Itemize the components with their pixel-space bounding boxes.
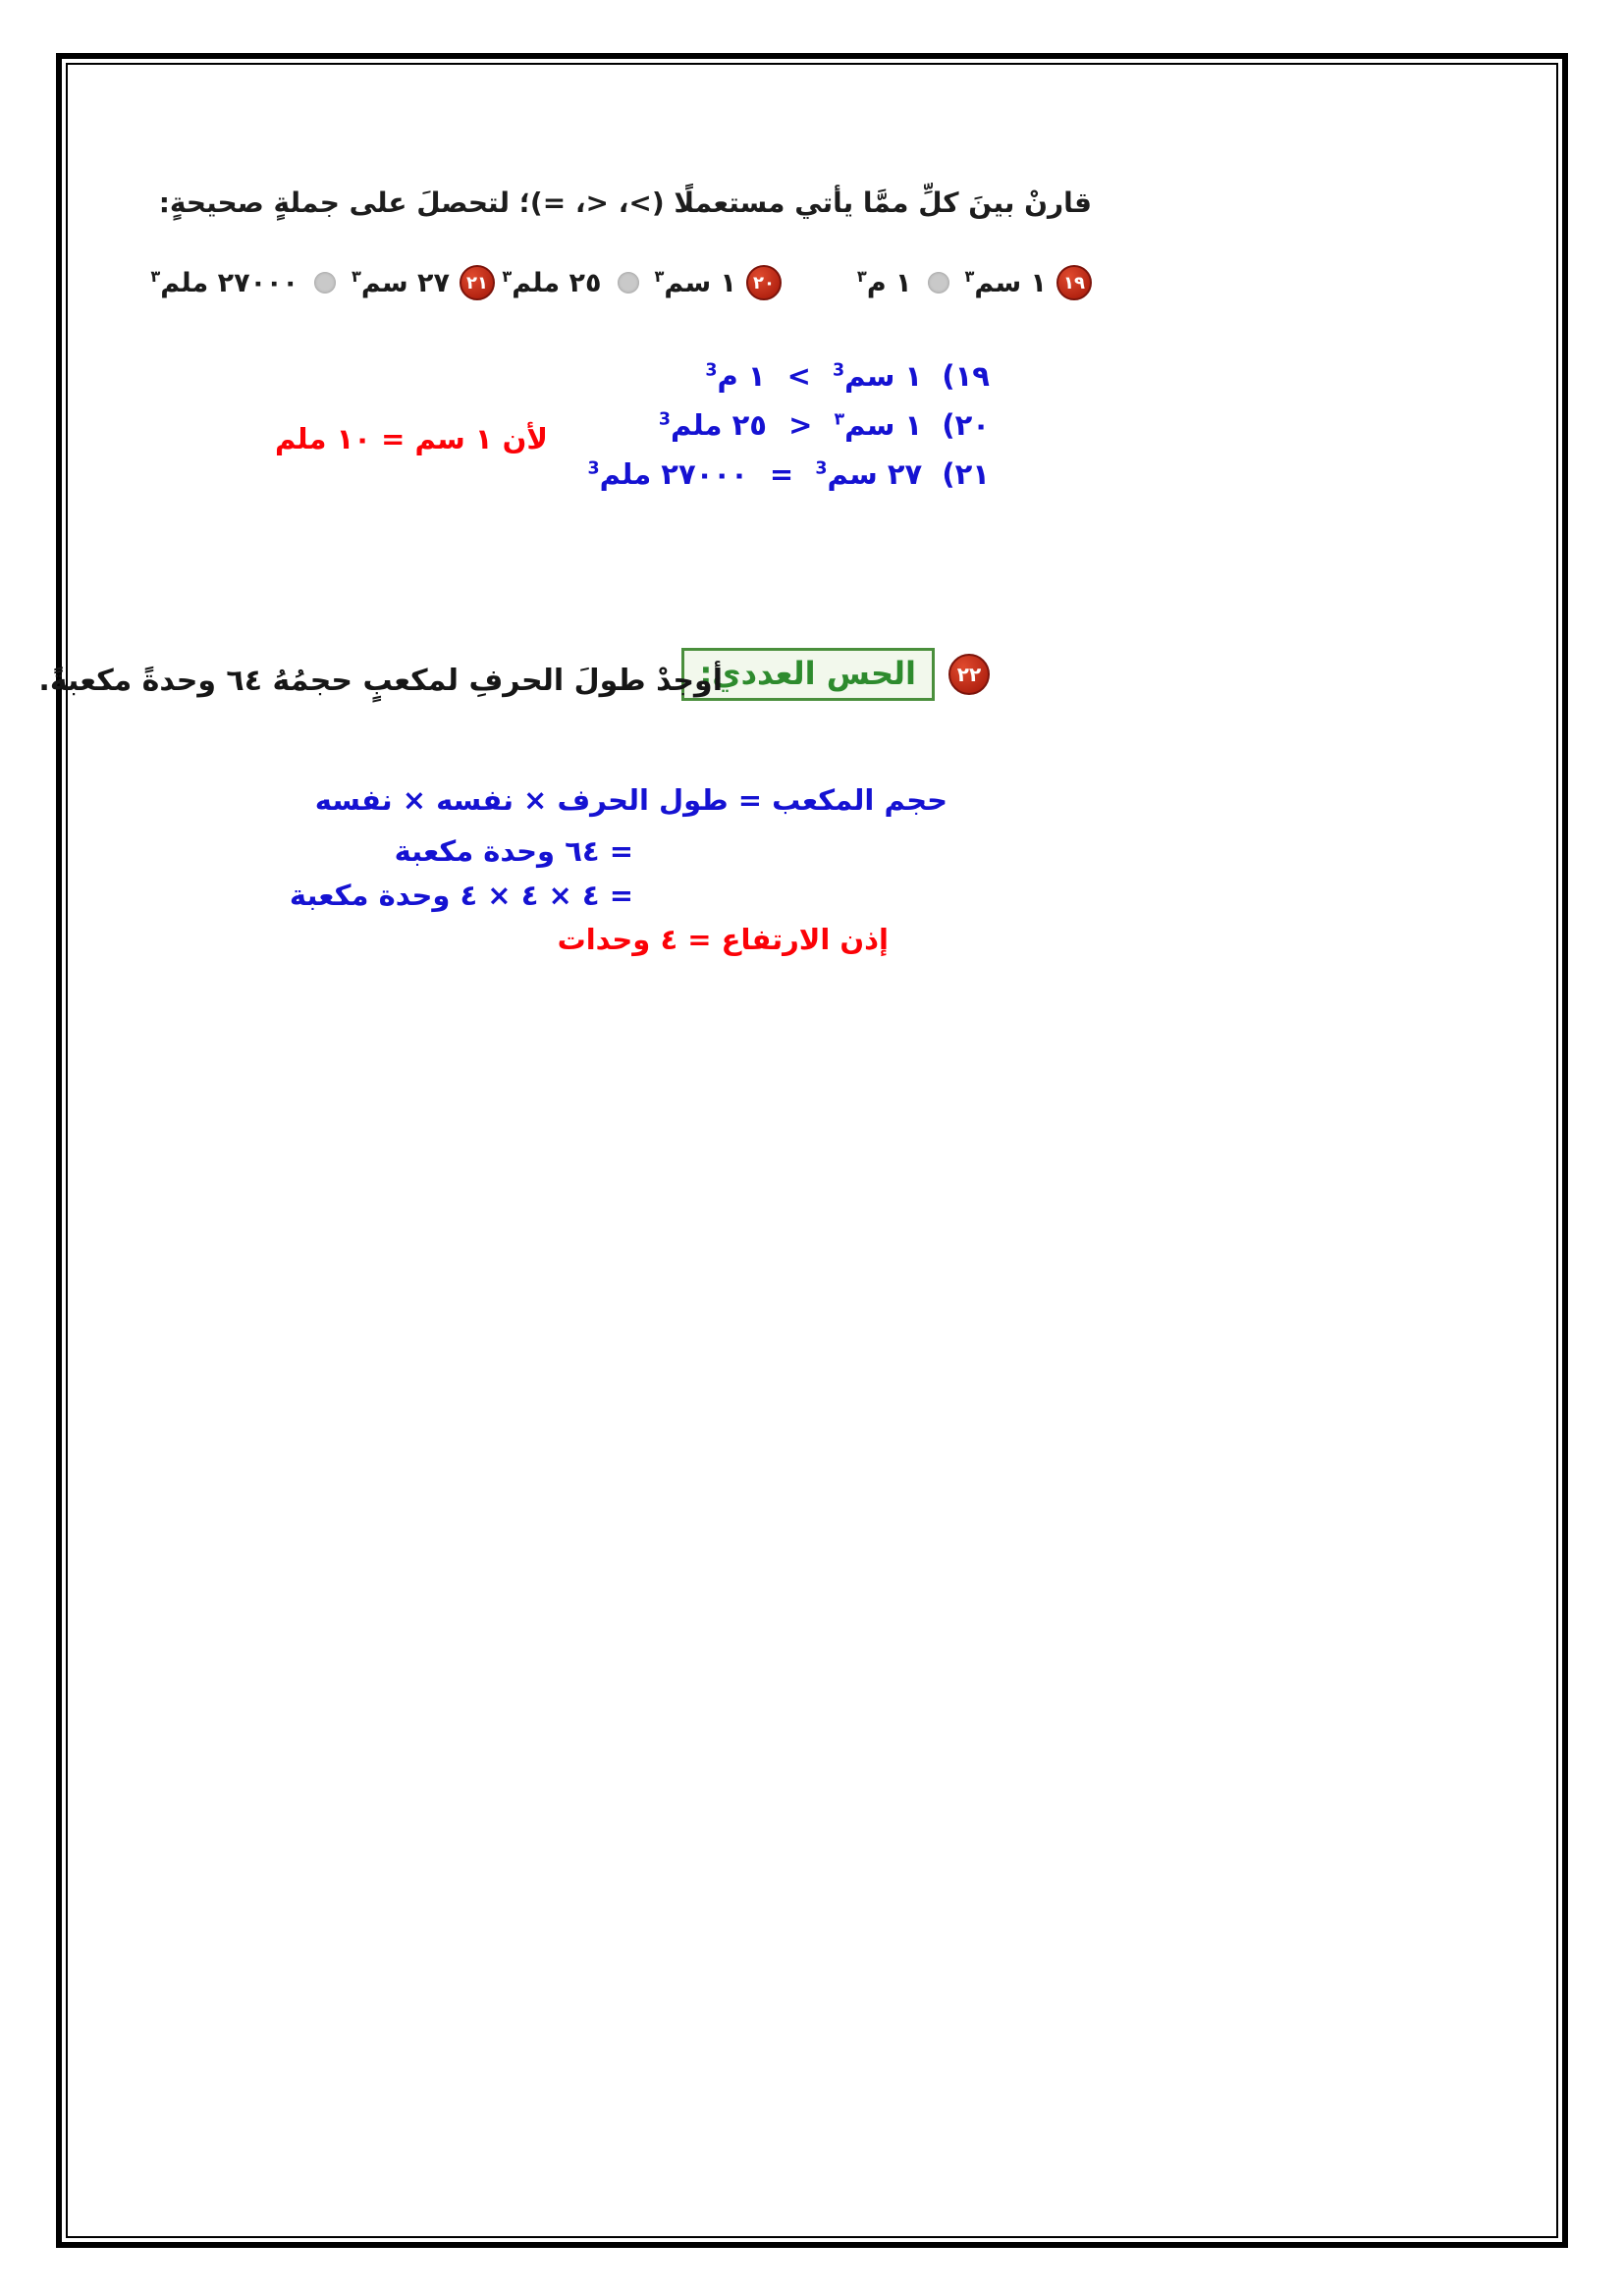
problem-20-first-quantity: ١ سم$^٣$ [654,267,736,298]
problem-21-number-badge: ٢١ [460,265,495,300]
conclusion-line: إذن الارتفاع = ٤ وحدات [557,923,889,956]
problem-19-number-badge: ١٩ [1056,265,1092,300]
compare-instruction: قارنْ بينَ كلِّ ممَّا يأتي مستعملًا (>، <، =)؛ لتحصلَ على جملةٍ صحيحةٍ: [158,187,1092,219]
answer-21-first: ٢٧ سم$^3$ [815,457,923,491]
answer-20-note: لأن ١ سم = ١٠ ملم [274,422,548,455]
answer-19-operator: < [786,359,811,393]
answer-21-operator: = [769,457,794,491]
problem-21-second-quantity: ٢٧٠٠٠ ملم$^٣$ [150,267,299,298]
cubed-superscript: 3 [587,458,600,479]
cubed-superscript: ٣ [834,409,845,430]
cubed-superscript: 3 [833,360,845,381]
answer-20-operator: > [788,408,813,442]
cubed-superscript: 3 [705,360,718,381]
cubed-superscript: ٣ [502,267,513,286]
cubed-superscript: ٣ [654,267,665,286]
comparison-placeholder-circle [928,272,949,294]
problem-21-first-quantity: ٢٧ سم$^٣$ [352,267,450,298]
answer-19-second: ١ م$^3$ [705,359,766,393]
answer-line-20 [659,408,990,442]
answer-19-label: ١٩) [942,359,990,393]
problem-20 [502,265,782,300]
answer-20-second: ٢٥ ملم$^3$ [658,408,767,442]
problem-22-prompt: أوجدْ طولَ الحرفِ لمكعبٍ حجمُهُ ٦٤ وحدةً مكعبةً. [38,664,723,698]
cubed-superscript: ٣ [856,267,867,286]
answer-21-label: ٢١) [942,457,990,491]
cubed-superscript: ٣ [964,267,975,286]
answers-block [588,359,990,491]
problem-19 [857,265,1092,300]
number-sense-label: الحس العددي: [699,655,916,692]
answer-20-first: ١ سم$^٣$ [834,408,923,442]
comparison-placeholder-circle [618,272,639,294]
comparison-placeholder-circle [314,272,336,294]
answer-21-second: ٢٧٠٠٠ ملم$^3$ [587,457,748,491]
problem-22-number-badge: ٢٢ [948,654,990,695]
problem-19-second-quantity: ١ م$^٣$ [856,267,912,298]
problem-19-first-quantity: ١ سم$^٣$ [964,267,1047,298]
solution-line-1: حجم المكعب = طول الحرف × نفسه × نفسه [314,783,947,817]
problem-20-number-badge: ٢٠ [746,265,782,300]
cubed-superscript: ٣ [150,267,161,286]
cubed-superscript: 3 [658,409,671,430]
answer-19-first: ١ سم$^3$ [833,359,923,393]
answer-line-21 [588,457,990,491]
answer-20-label: ٢٠) [942,408,990,442]
cubed-superscript: 3 [815,458,828,479]
answer-line-19 [705,359,990,393]
solution-line-2: = ٦٤ وحدة مكعبة [394,834,633,868]
problem-21 [150,265,495,300]
solution-line-3: = ٤ × ٤ × ٤ وحدة مكعبة [289,879,633,912]
cubed-superscript: ٣ [352,267,361,286]
problem-20-second-quantity: ٢٥ ملم$^٣$ [502,267,602,298]
